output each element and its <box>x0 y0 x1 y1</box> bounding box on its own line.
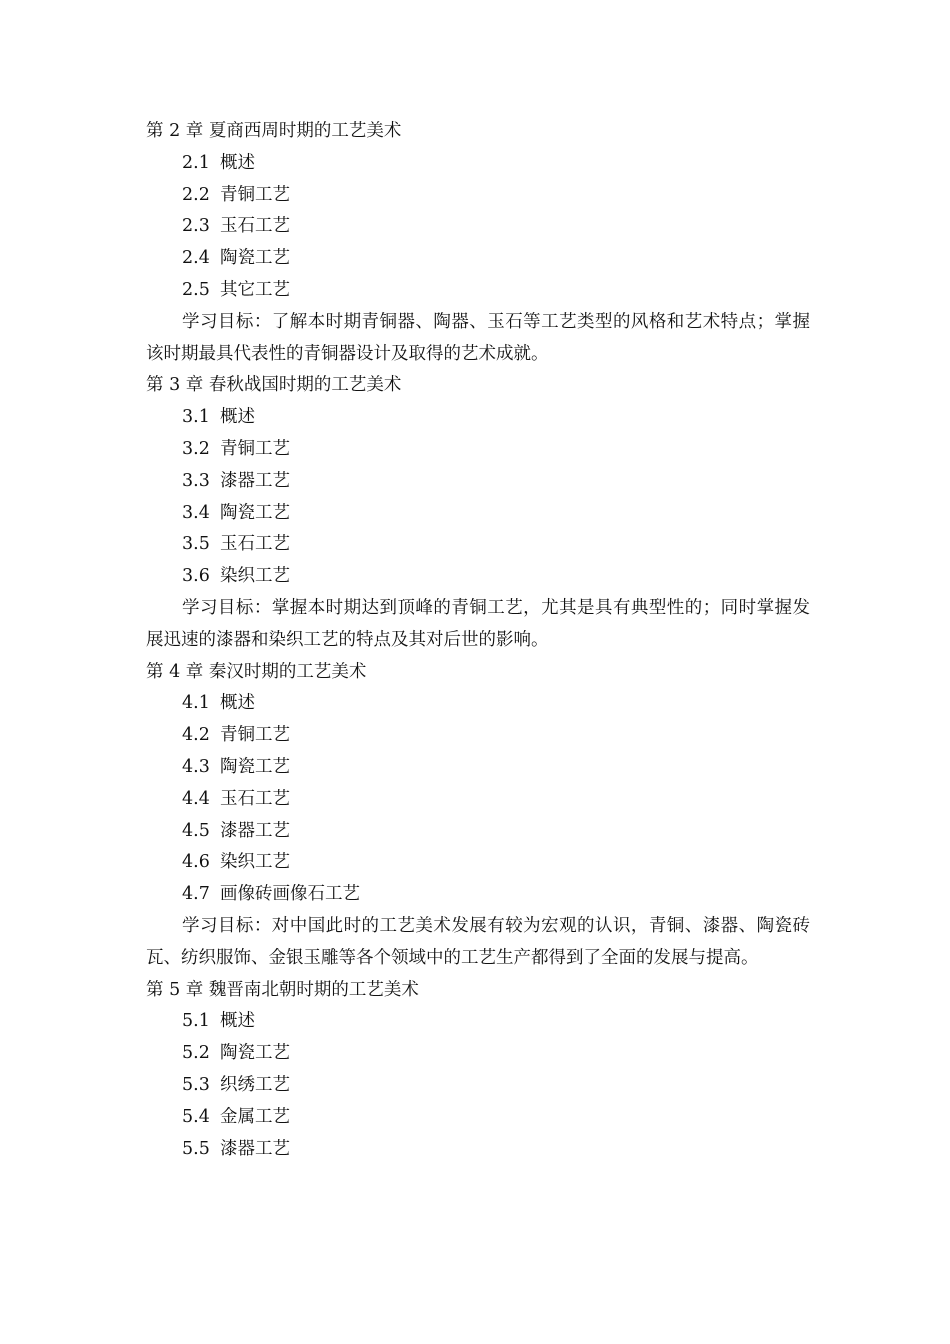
section-item <box>182 148 810 180</box>
learning-objectives: 学习目标：了解本时期青铜器、陶器、玉石等工艺类型的风格和艺术特点；掌握该时期最具代表性的青铜器设计及取得的艺术成就。 <box>146 311 810 364</box>
section-number: 4.4 <box>182 788 210 809</box>
section-item <box>182 847 810 879</box>
section-label: 概述 <box>220 1011 255 1032</box>
section-item <box>182 529 810 561</box>
section-item <box>182 720 810 752</box>
section-number: 4.5 <box>182 820 210 841</box>
section-label: 漆器工艺 <box>220 1138 290 1159</box>
section-number: 3.2 <box>182 438 210 459</box>
section-label: 织绣工艺 <box>220 1074 290 1095</box>
chapter-5 <box>146 975 810 1166</box>
section-label: 漆器工艺 <box>220 470 290 491</box>
section-number: 2.5 <box>182 279 210 300</box>
chapter-4 <box>146 657 810 975</box>
section-number: 3.5 <box>182 534 210 555</box>
section-label: 玉石工艺 <box>220 216 290 237</box>
section-item <box>182 879 810 911</box>
syllabus-content <box>146 116 810 1165</box>
section-item <box>182 1038 810 1070</box>
section-label: 概述 <box>220 693 255 714</box>
section-number: 3.4 <box>182 502 210 523</box>
section-number: 4.1 <box>182 693 210 714</box>
section-list <box>146 1006 810 1165</box>
chapter-title: 第 3 章 春秋战国时期的工艺美术 <box>146 375 402 396</box>
section-label: 染织工艺 <box>220 566 290 587</box>
section-list <box>146 148 810 307</box>
section-number: 5.4 <box>182 1106 210 1127</box>
chapter-title: 第 5 章 魏晋南北朝时期的工艺美术 <box>146 979 419 1000</box>
section-label: 概述 <box>220 407 255 428</box>
section-label: 漆器工艺 <box>220 820 290 841</box>
learning-objectives: 学习目标：掌握本时期达到顶峰的青铜工艺，尤其是具有典型性的；同时掌握发展迅速的漆器和染织工艺的特点及其对后世的影响。 <box>146 597 810 650</box>
section-number: 2.4 <box>182 248 210 269</box>
section-label: 金属工艺 <box>220 1106 290 1127</box>
section-item <box>182 402 810 434</box>
section-item <box>182 180 810 212</box>
section-item <box>182 688 810 720</box>
section-label: 青铜工艺 <box>220 184 290 205</box>
section-label: 陶瓷工艺 <box>220 756 290 777</box>
section-number: 5.2 <box>182 1043 210 1064</box>
section-label: 染织工艺 <box>220 852 290 873</box>
learning-objectives: 学习目标：对中国此时的工艺美术发展有较为宏观的认识，青铜、漆器、陶瓷砖瓦、纺织服饰、金银玉雕等各个领域中的工艺生产都得到了全面的发展与提高。 <box>146 915 810 968</box>
section-item <box>182 1134 810 1166</box>
section-number: 2.3 <box>182 216 210 237</box>
section-number: 3.3 <box>182 470 210 491</box>
section-list <box>146 688 810 911</box>
section-number: 4.7 <box>182 884 210 905</box>
section-number: 5.3 <box>182 1074 210 1095</box>
section-item <box>182 275 810 307</box>
section-number: 4.2 <box>182 725 210 746</box>
section-label: 玉石工艺 <box>220 788 290 809</box>
section-item <box>182 466 810 498</box>
section-item <box>182 1006 810 1038</box>
section-item <box>182 211 810 243</box>
section-number: 4.6 <box>182 852 210 873</box>
chapter-3 <box>146 370 810 656</box>
section-label: 陶瓷工艺 <box>220 502 290 523</box>
section-item <box>182 561 810 593</box>
section-item <box>182 1070 810 1102</box>
section-item <box>182 816 810 848</box>
chapter-title: 第 2 章 夏商西周时期的工艺美术 <box>146 121 402 141</box>
section-item <box>182 498 810 530</box>
section-item <box>182 1102 810 1134</box>
section-number: 2.1 <box>182 152 210 173</box>
section-item <box>182 752 810 784</box>
chapter-title: 第 4 章 秦汉时期的工艺美术 <box>146 661 367 682</box>
section-number: 3.6 <box>182 566 210 587</box>
section-item <box>182 434 810 466</box>
section-label: 陶瓷工艺 <box>220 248 290 269</box>
section-number: 3.1 <box>182 407 210 428</box>
section-item <box>182 784 810 816</box>
section-label: 玉石工艺 <box>220 534 290 555</box>
section-number: 5.1 <box>182 1011 210 1032</box>
chapter-2 <box>146 116 810 370</box>
section-label: 青铜工艺 <box>220 725 290 746</box>
section-label: 其它工艺 <box>220 279 290 300</box>
section-number: 5.5 <box>182 1138 210 1159</box>
section-label: 青铜工艺 <box>220 438 290 459</box>
section-number: 2.2 <box>182 184 210 205</box>
section-label: 概述 <box>220 152 255 173</box>
section-label: 画像砖画像石工艺 <box>220 884 360 905</box>
section-number: 4.3 <box>182 756 210 777</box>
section-label: 陶瓷工艺 <box>220 1043 290 1064</box>
section-list <box>146 402 810 593</box>
section-item <box>182 243 810 275</box>
